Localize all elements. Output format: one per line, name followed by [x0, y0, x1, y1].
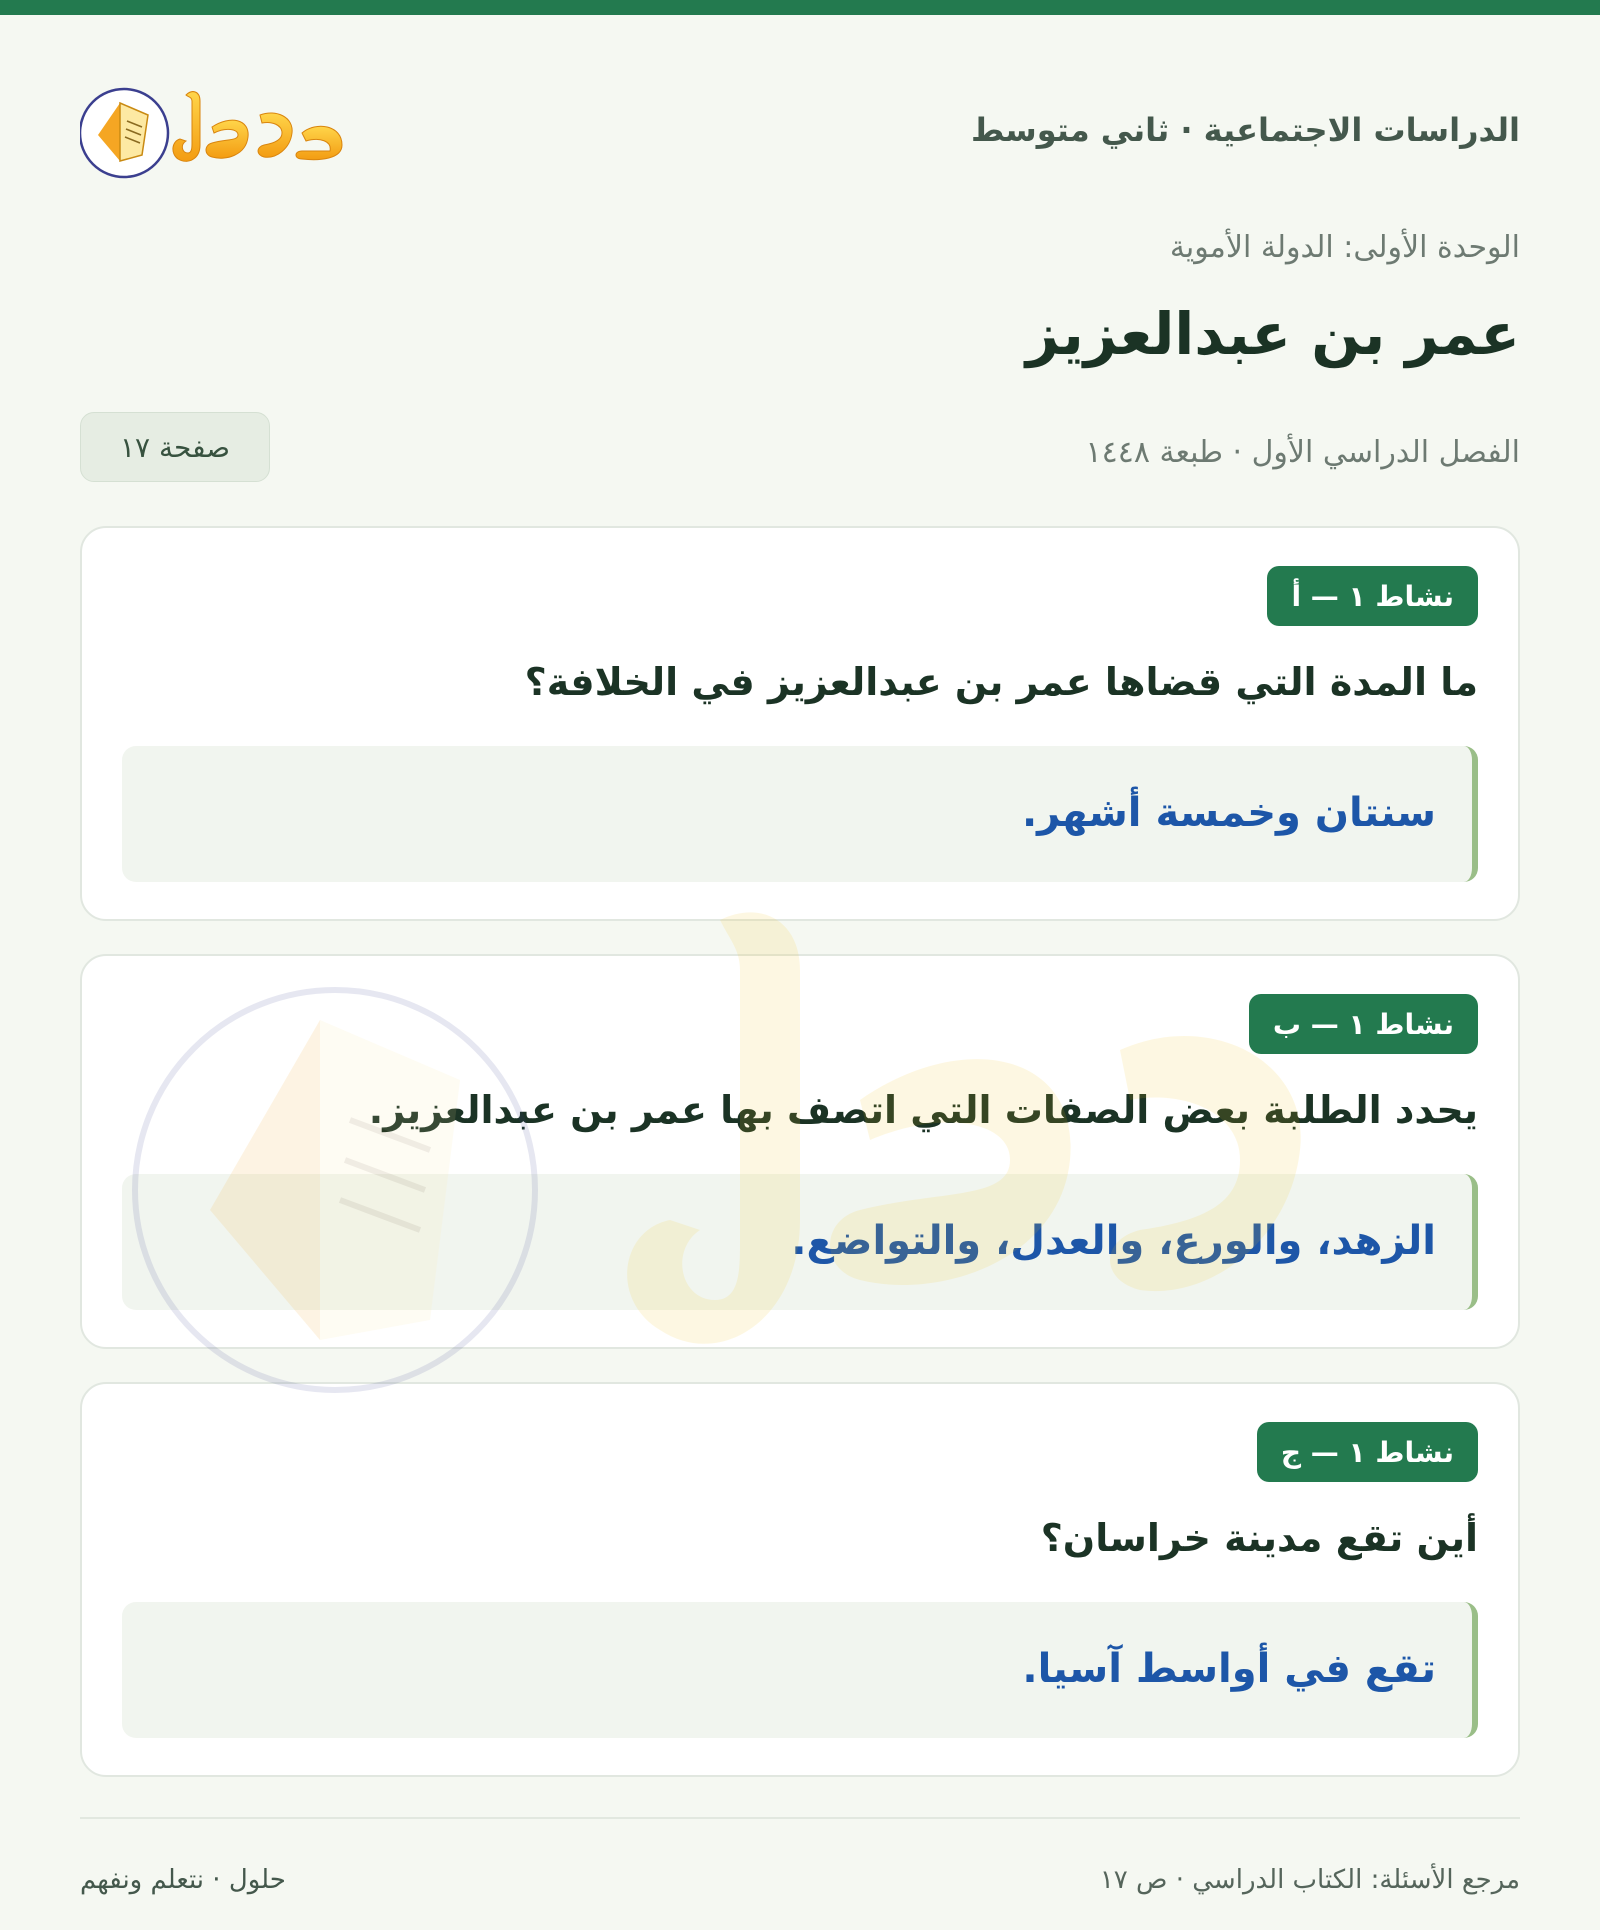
footer-divider	[80, 1817, 1520, 1819]
footer-reference: مرجع الأسئلة: الكتاب الدراسي · ص ١٧	[1099, 1865, 1520, 1895]
answer-text: الزهد، والورع، والعدل، والتواضع.	[791, 1218, 1436, 1264]
hulul-logo[interactable]	[80, 75, 350, 185]
answer-text: تقع في أواسط آسيا.	[1022, 1646, 1436, 1692]
question-text: ما المدة التي قضاها عمر بن عبدالعزيز في الخلافة؟	[524, 660, 1478, 704]
answer-text: سنتان وخمسة أشهر.	[1021, 790, 1436, 836]
answer-box	[122, 1174, 1478, 1310]
question-text: يحدد الطلبة بعض الصفات التي اتصف بها عمر بن عبدالعزيز.	[368, 1088, 1478, 1132]
activity-badge: نشاط ١ — أ	[1267, 566, 1478, 626]
hulul-wordmark	[173, 92, 342, 162]
unit-label: الوحدة الأولى: الدولة الأموية	[1169, 230, 1520, 265]
page-badge: صفحة ١٧	[80, 412, 270, 482]
top-accent-bar	[0, 0, 1600, 15]
question-text: أين تقع مدينة خراسان؟	[1040, 1516, 1478, 1560]
answer-box	[122, 746, 1478, 882]
answer-box	[122, 1602, 1478, 1738]
term-label: الفصل الدراسي الأول · طبعة ١٤٤٨	[1085, 435, 1520, 470]
activity-card	[80, 526, 1520, 921]
header	[80, 65, 1520, 195]
book-icon	[80, 89, 168, 177]
activity-card	[80, 1382, 1520, 1777]
hulul-logo-svg	[80, 75, 350, 185]
activity-card	[80, 954, 1520, 1349]
lesson-title: عمر بن عبدالعزيز	[1025, 300, 1520, 368]
activity-badge: نشاط ١ — ج	[1257, 1422, 1478, 1482]
activity-badge: نشاط ١ — ب	[1249, 994, 1478, 1054]
footer-brand: حلول · نتعلم ونفهم	[80, 1865, 286, 1895]
subject-title: الدراسات الاجتماعية · ثاني متوسط	[970, 111, 1520, 149]
